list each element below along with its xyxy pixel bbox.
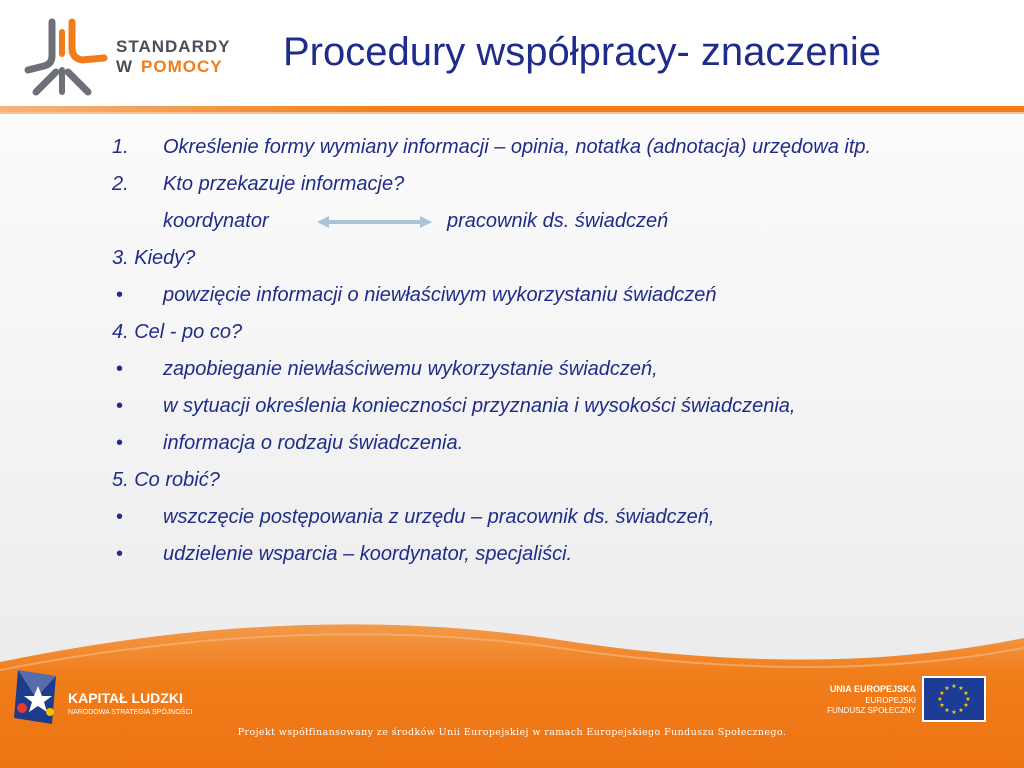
logo-text-w: W [116, 57, 134, 76]
exchange-left-label: koordynator [163, 210, 269, 232]
list-item [112, 391, 972, 421]
section-heading [112, 465, 972, 495]
kapital-ludzki-logo [12, 668, 212, 728]
list-item [112, 354, 972, 384]
double-arrow-icon [317, 214, 432, 230]
svg-text:★: ★ [965, 696, 971, 703]
kapital-ludzki-title: KAPITAŁ LUDZKI [68, 690, 183, 706]
list-item-text: Kto przekazuje informacje? [163, 173, 405, 195]
eu-subtitle-2: FUNDUSZ SPOŁECZNY [827, 706, 916, 715]
eu-logo [818, 676, 988, 726]
svg-text:★: ★ [951, 709, 957, 716]
star-people-icon [22, 18, 112, 98]
list-item-text: udzielenie wsparcia – koordynator, specjaliści. [163, 543, 573, 565]
eu-subtitle-1: EUROPEJSKI [865, 696, 916, 705]
header [0, 0, 1024, 108]
section-heading-text: 5. Co robić? [112, 469, 220, 491]
list-item [112, 132, 972, 162]
list-item-text: powzięcie informacji o niewłaściwym wykorzystaniu świadczeń [163, 284, 717, 306]
section-heading-text: 4. Cel - po co? [112, 321, 243, 343]
svg-text:★: ★ [958, 685, 964, 692]
logo-text-standardy: STANDARDY [116, 37, 231, 56]
eu-title: UNIA EUROPEJSKA [829, 684, 916, 694]
svg-text:★: ★ [944, 685, 950, 692]
svg-text:★: ★ [963, 702, 969, 709]
logo-text-pomocy: POMOCY [141, 57, 223, 76]
list-item [112, 428, 972, 458]
bullet: • [116, 506, 124, 528]
kapital-ludzki-emblem-icon [12, 668, 62, 728]
svg-text:★: ★ [939, 690, 945, 697]
svg-text:★: ★ [951, 683, 957, 690]
bullet: • [116, 284, 124, 306]
svg-text:★: ★ [937, 696, 943, 703]
cofinancing-note: Projekt współfinansowany ze środków Unii Europejskiej w ramach Europejskiego Funduszu Społecznego. [237, 727, 787, 738]
list-item-text: informacja o rodzaju świadczenia. [163, 432, 464, 454]
bullet: • [116, 395, 124, 417]
list-item [112, 502, 972, 532]
list-item-text: Określenie formy wymiany informacji – opinia, notatka (adnotacja) urzędowa itp. [163, 136, 872, 158]
exchange-line [112, 206, 972, 236]
svg-text:★: ★ [944, 707, 950, 714]
eu-flag-icon [922, 676, 986, 722]
logo-text-w-pomocy [116, 57, 223, 77]
list-item-text: wszczęcie postępowania z urzędu – pracownik ds. świadczeń, [163, 506, 715, 528]
slide-content [112, 132, 972, 576]
slide-title: Procedury współpracy- znaczenie [283, 30, 882, 74]
svg-text:★: ★ [939, 702, 945, 709]
section-heading [112, 243, 972, 273]
section-heading [112, 317, 972, 347]
list-item [112, 280, 972, 310]
list-item [112, 539, 972, 569]
section-heading-text: 3. Kiedy? [112, 247, 196, 269]
list-item-text: zapobieganie niewłaściwemu wykorzystanie świadczeń, [163, 358, 658, 380]
bullet: • [116, 543, 124, 565]
list-number: 2. [112, 173, 129, 195]
svg-text:★: ★ [958, 707, 964, 714]
bullet: • [116, 432, 124, 454]
standardy-w-pomocy-logo [22, 18, 262, 98]
header-light-rule [0, 112, 1024, 114]
bullet: • [116, 358, 124, 380]
kapital-ludzki-subtitle: NARODOWA STRATEGIA SPÓJNOŚCI [68, 709, 193, 716]
svg-text:★: ★ [963, 690, 969, 697]
list-number: 1. [112, 136, 129, 158]
exchange-right-label: pracownik ds. świadczeń [447, 210, 669, 232]
list-item [112, 169, 972, 199]
list-item-text: w sytuacji określenia konieczności przyznania i wysokości świadczenia, [163, 395, 796, 417]
